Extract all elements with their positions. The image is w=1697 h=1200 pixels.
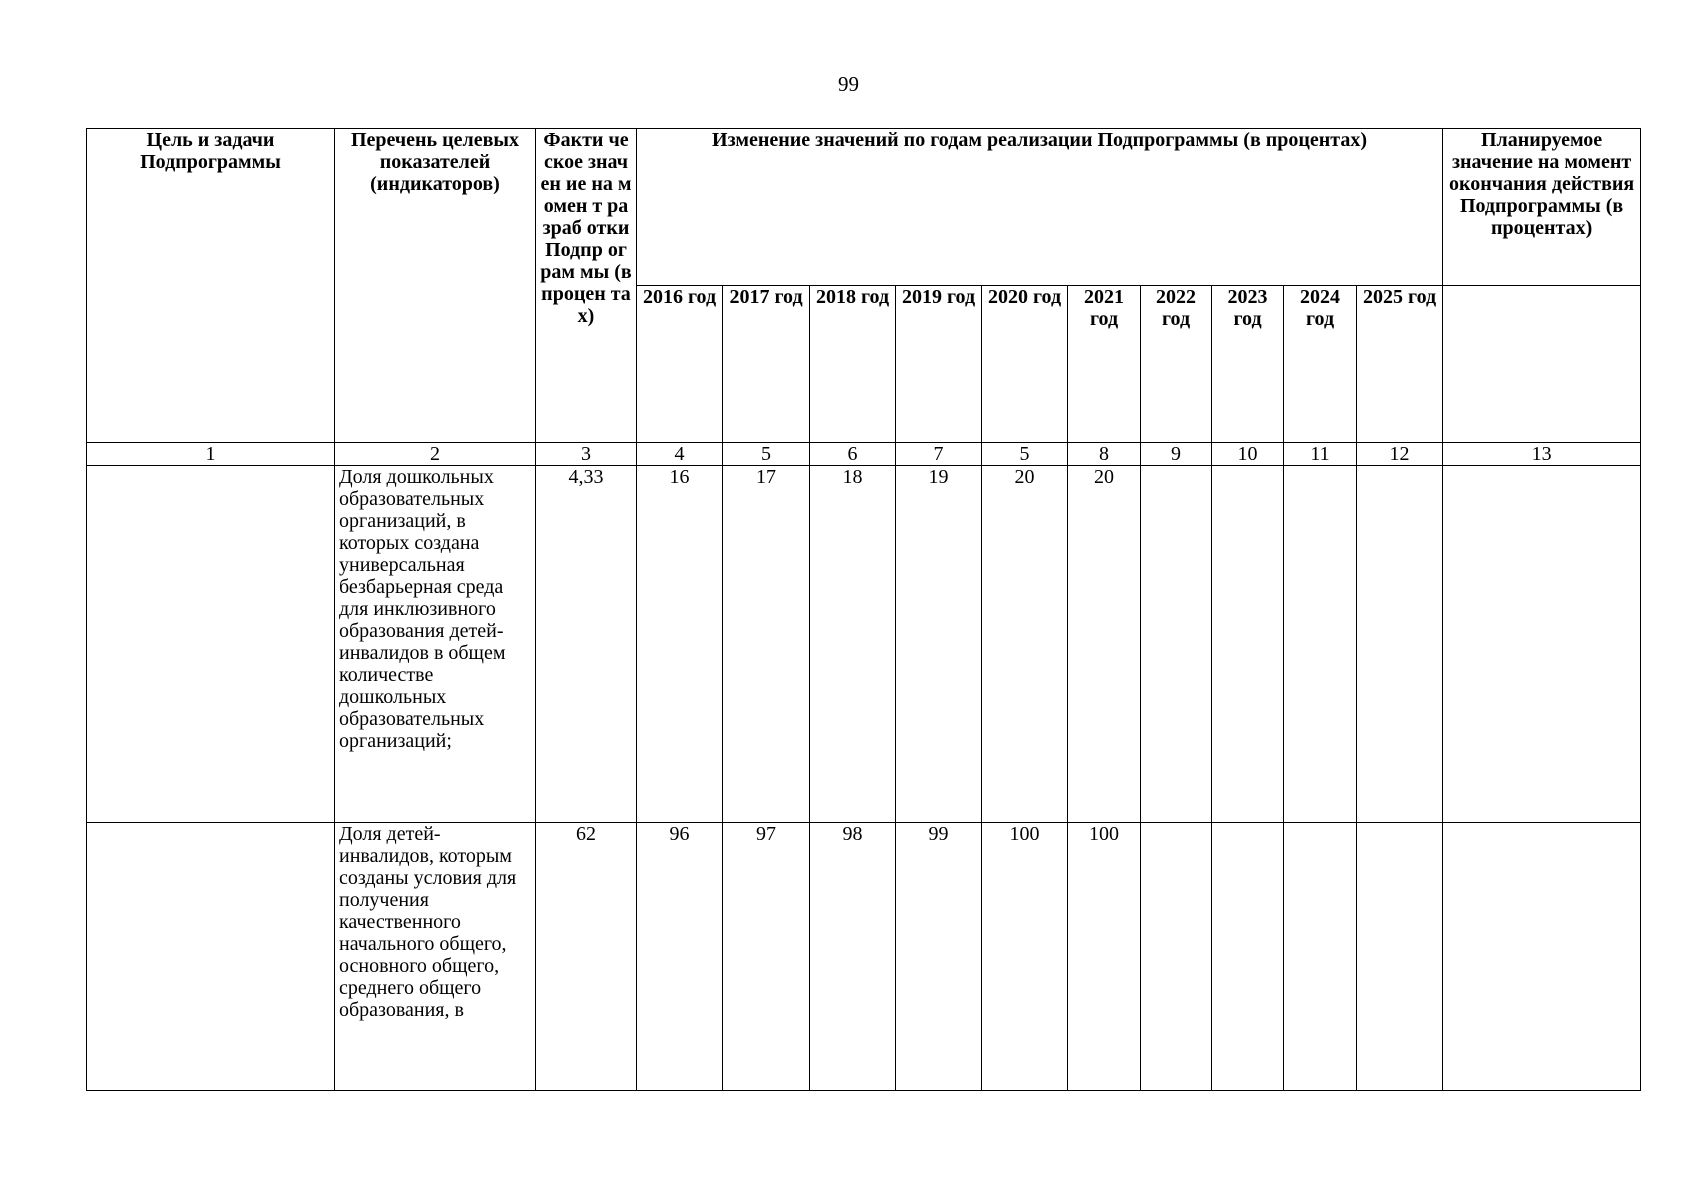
year-value-cell xyxy=(1141,466,1212,823)
column-number: 4 xyxy=(637,443,723,466)
header-year-2023: 2023 год xyxy=(1212,286,1284,443)
header-year-2022: 2022 год xyxy=(1141,286,1212,443)
header-row xyxy=(87,129,1641,286)
year-value-cell xyxy=(1357,823,1443,1091)
actual-value-cell: 62 xyxy=(536,823,637,1091)
year-value-cell xyxy=(1284,823,1357,1091)
planned-value-cell xyxy=(1443,466,1641,823)
year-value-cell: 20 xyxy=(1068,466,1141,823)
column-number: 7 xyxy=(896,443,982,466)
page-number: 99 xyxy=(838,72,859,96)
year-value-cell xyxy=(1357,466,1443,823)
header-year-2018: 2018 год xyxy=(810,286,896,443)
year-value-cell: 16 xyxy=(637,466,723,823)
header-year-2024: 2024 год xyxy=(1284,286,1357,443)
column-number: 3 xyxy=(536,443,637,466)
header-year-2020: 2020 год xyxy=(982,286,1068,443)
column-number: 2 xyxy=(335,443,536,466)
header-year-2019: 2019 год xyxy=(896,286,982,443)
actual-value-cell: 4,33 xyxy=(536,466,637,823)
year-value-cell xyxy=(1141,823,1212,1091)
year-value-cell xyxy=(1212,466,1284,823)
column-number: 5 xyxy=(723,443,810,466)
header-actual-value: Факти ческое значен ие на момен т разраб отки Подпр ограм мы (в процен тах) xyxy=(536,129,637,443)
table-row xyxy=(87,823,1641,1091)
column-number: 1 xyxy=(87,443,335,466)
year-value-cell xyxy=(1284,466,1357,823)
year-value-cell: 100 xyxy=(1068,823,1141,1091)
year-value-cell: 19 xyxy=(896,466,982,823)
indicator-cell: Доля дошкольных образовательных организаций, в которых создана универсальная безбарьерная среда для инклюзивного образования детей-инвалидов в общем количестве дошкольных образовательных организаций; xyxy=(335,466,536,823)
year-value-cell: 18 xyxy=(810,466,896,823)
goal-cell xyxy=(87,466,335,823)
column-number: 6 xyxy=(810,443,896,466)
column-number: 5 xyxy=(982,443,1068,466)
year-value-cell: 98 xyxy=(810,823,896,1091)
column-number: 13 xyxy=(1443,443,1641,466)
column-number: 9 xyxy=(1141,443,1212,466)
header-indicators: Перечень целевых показателей (индикаторов) xyxy=(335,129,536,443)
year-value-cell: 20 xyxy=(982,466,1068,823)
indicators-table xyxy=(86,128,1641,1091)
header-year-2017: 2017 год xyxy=(723,286,810,443)
column-number: 12 xyxy=(1357,443,1443,466)
goal-cell xyxy=(87,823,335,1091)
column-number: 8 xyxy=(1068,443,1141,466)
year-value-cell: 97 xyxy=(723,823,810,1091)
year-value-cell: 96 xyxy=(637,823,723,1091)
header-planned-empty xyxy=(1443,286,1641,443)
header-goal: Цель и задачи Подпрограммы xyxy=(87,129,335,443)
header-year-2021: 2021 год xyxy=(1068,286,1141,443)
year-value-cell: 17 xyxy=(723,466,810,823)
header-year-2016: 2016 год xyxy=(637,286,723,443)
header-year-2025: 2025 год xyxy=(1357,286,1443,443)
column-number: 11 xyxy=(1284,443,1357,466)
indicator-cell: Доля детей-инвалидов, которым созданы условия для получения качественного начального общего, основного общего, среднего общего образования, в xyxy=(335,823,536,1091)
year-value-cell: 99 xyxy=(896,823,982,1091)
header-yearly-changes: Изменение значений по годам реализации Подпрограммы (в процентах) xyxy=(637,129,1443,286)
column-number: 10 xyxy=(1212,443,1284,466)
planned-value-cell xyxy=(1443,823,1641,1091)
year-value-cell: 100 xyxy=(982,823,1068,1091)
column-numbers-row xyxy=(87,443,1641,466)
year-value-cell xyxy=(1212,823,1284,1091)
header-planned-value: Планируемое значение на момент окончания действия Подпрограммы (в процентах) xyxy=(1443,129,1641,286)
table-row xyxy=(87,466,1641,823)
